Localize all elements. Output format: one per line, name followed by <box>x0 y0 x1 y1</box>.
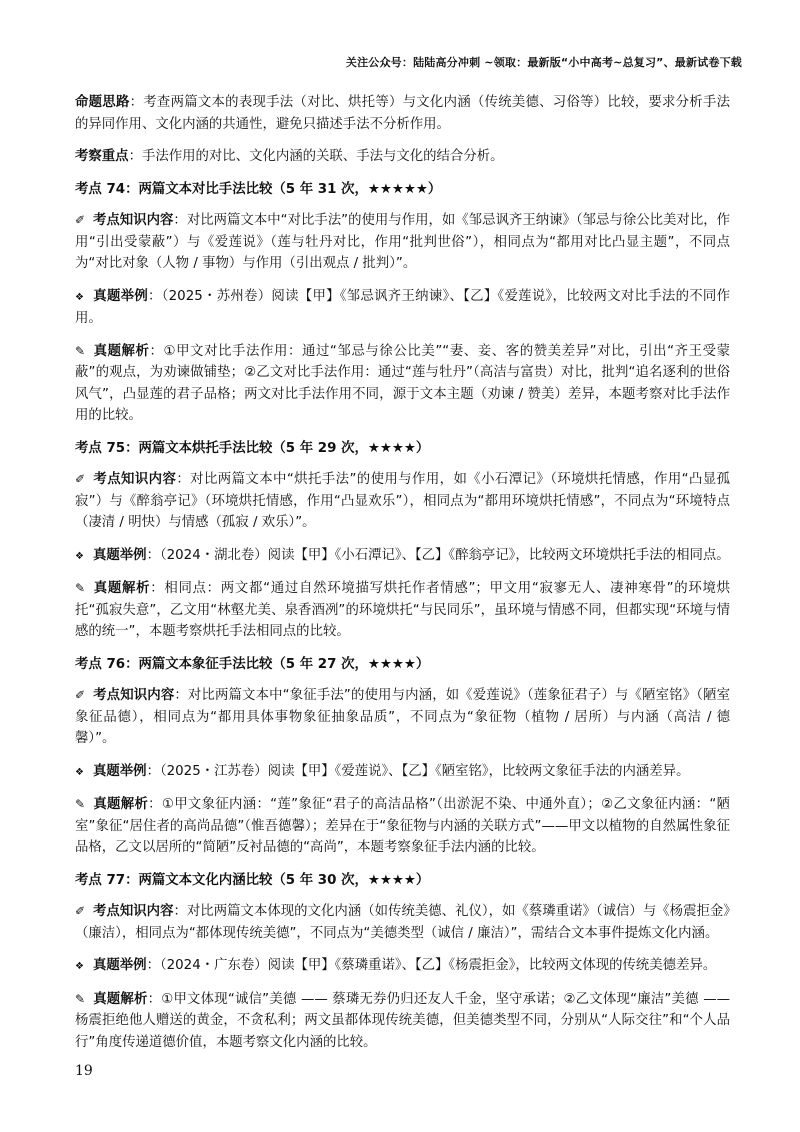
diamond-bullet-icon: ❖ <box>75 766 84 778</box>
pencil-icon: ✐ <box>75 904 86 918</box>
example-text: ：（2025・苏州卷）阅读【甲】《邹忌讽齐王纳谏》、【乙】《爱莲说》，比较两文对比手法的不同作用。 <box>75 288 731 326</box>
pencil-icon: ✐ <box>75 688 86 702</box>
example-text: ：（2025・江苏卷）阅读【甲】《爱莲说》、【乙】《陋室铭》，比较两文象征手法的内涵差异。 <box>146 763 690 779</box>
knowledge-paragraph <box>75 469 730 534</box>
analysis-label: 真题解析 <box>93 797 149 812</box>
analysis-paragraph <box>75 989 730 1054</box>
knowledge-paragraph <box>75 210 730 275</box>
knowledge-label: 考点知识内容 <box>93 688 175 703</box>
page-number: 19 <box>75 1063 93 1079</box>
diamond-bullet-icon: ❖ <box>75 961 84 972</box>
diamond-bullet-icon: ❖ <box>75 291 84 303</box>
knowledge-paragraph <box>75 685 730 750</box>
example-paragraph <box>75 955 730 978</box>
analysis-text: ：相同点：两文都“通过自然环境描写烘托作者情感”；甲文用“寂寥无人、凄神寒骨”的环境烘托“孤寂失意”，乙文用“林壑尤美、泉香酒冽”的环境烘托“与民同乐”，虽环境与情感不同，但都实现“环境与情感的统一”，本题考察烘托手法相同点的比较。 <box>75 581 731 639</box>
knowledge-text: ：对比两篇文本中“象征手法”的使用与内涵，如《爱莲说》（莲象征君子）与《陋室铭》（陋室象征品德），相同点为“都用具体事物象征抽象品质”，不同点为“象征物（植物 / 居所）与内涵（高洁 / 德馨）”。 <box>75 688 730 746</box>
example-paragraph <box>75 286 730 330</box>
header-note: 关注公众号：陆陆高分冲刺 ~领取：最新版“小中高考~总复习”、最新试卷下载 <box>345 56 742 69</box>
diamond-bullet-icon: ❖ <box>75 550 84 562</box>
example-label: 真题举例 <box>93 547 147 563</box>
knowledge-label: 考点知识内容 <box>93 472 177 487</box>
approach-paragraph <box>75 92 730 135</box>
knowledge-text: ：对比两篇文本体现的文化内涵（如传统美德、礼仪），如《蔡璘重诺》（诚信）与《杨震拒金》（廉洁），相同点为“都体现传统美德”，不同点为“美德类型（诚信 / 廉洁）”，需结合文本事件提炼文化内涵。 <box>75 904 730 941</box>
focus-paragraph <box>75 146 730 168</box>
section-title: 考点 74：两篇文本对比手法比较（5 年 31 次，★★★★★） <box>75 181 442 197</box>
approach-text: ：考查两篇文本的表现手法（对比、烘托等）与文化内涵（传统美德、习俗等）比较，要求分析手法的异同作用、文化内涵的共通性，避免只描述手法不分析作用。 <box>75 95 731 132</box>
knowledge-paragraph <box>75 901 730 944</box>
section-title: 考点 77：两篇文本文化内涵比较（5 年 30 次，★★★★） <box>75 872 430 888</box>
analysis-text: ：①甲文体现“诚信”美德 —— 蔡璘无券仍归还友人千金，坚守承诺；②乙文体现“廉洁”美德 —— 杨震拒绝他人赠送的黄金，不贪私利；两文虽都体现传统美德，但美德类型不同，分别从“人际交往”和“个人品行”角度传递道德价值，本题考察文化内涵的比较。 <box>75 991 731 1050</box>
analysis-paragraph <box>75 794 730 859</box>
section-title: 考点 76：两篇文本象征手法比较（5 年 27 次，★★★★） <box>75 656 430 672</box>
pen-nib-icon: ✎ <box>75 343 86 358</box>
example-label: 真题举例 <box>93 288 148 304</box>
pencil-icon: ✐ <box>75 213 86 227</box>
analysis-label: 真题解析 <box>93 343 150 359</box>
focus-text: ：手法作用的对比、文化内涵的关联、手法与文化的结合分析。 <box>128 149 504 164</box>
analysis-paragraph <box>75 578 730 643</box>
pen-nib-icon: ✎ <box>75 581 86 595</box>
knowledge-label: 考点知识内容 <box>93 904 174 919</box>
example-label: 真题举例 <box>93 958 147 973</box>
approach-label: 命题思路 <box>75 95 130 110</box>
example-paragraph <box>75 761 730 784</box>
section-title: 考点 75：两篇文本烘托手法比较（5 年 29 次，★★★★） <box>75 440 430 456</box>
pencil-icon: ✐ <box>75 472 86 486</box>
knowledge-text: ：对比两篇文本中“对比手法”的使用与作用，如《邹忌讽齐王纳谏》（邹忌与徐公比美对比，作用“引出受蒙蔽”）与《爱莲说》（莲与牡丹对比，作用“批判世俗”），相同点为“都用对比凸显主题”，不同点为“对比对象（人物 / 事物）与作用（引出观点 / 批判）”。 <box>75 213 731 271</box>
analysis-label: 真题解析 <box>93 991 148 1007</box>
example-text: ：（2024・广东卷）阅读【甲】《蔡璘重诺》、【乙】《杨震拒金》，比较两文体现的传统美德差异。 <box>146 958 717 973</box>
pen-nib-icon: ✎ <box>75 797 86 811</box>
example-text: ：（2024・湖北卷）阅读【甲】《小石潭记》、【乙】《醉翁亭记》，比较两文环境烘托手法的相同点。 <box>146 547 730 563</box>
analysis-label: 真题解析 <box>93 581 151 596</box>
pen-nib-icon: ✎ <box>75 991 86 1006</box>
example-label: 真题举例 <box>93 763 147 779</box>
analysis-text: ：①甲文象征内涵：“莲”象征“君子的高洁品格”（出淤泥不染、中通外直）；②乙文象征内涵：“陋室”象征“居住者的高尚品德”（惟吾德馨）；差异在于“象征物与内涵的关联方式”——甲文以植物的自然属性象征品格，乙文以居所的“简陋”反衬品德的“高尚”，本题考察象征手法内涵的比较。 <box>75 797 730 855</box>
example-paragraph <box>75 545 730 568</box>
focus-label: 考察重点 <box>75 149 129 164</box>
knowledge-text: ：对比两篇文本中“烘托手法”的使用与作用，如《小石潭记》（环境烘托情感，作用“凸显孤寂”）与《醉翁亭记》（环境烘托情感，作用“凸显欢乐”），相同点为“都用环境烘托情感”，不同点为“环境特点（凄清 / 明快）与情感（孤寂 / 欢乐）”。 <box>75 472 731 530</box>
analysis-text: ：①甲文对比手法作用：通过“邹忌与徐公比美”“妻、妾、客的赞美差异”对比，引出“齐王受蒙蔽”的观点，为劝谏做铺垫；②乙文对比手法作用：通过“莲与牡丹”（高洁与富贵）对比，批判“追名逐利的世俗风气”，凸显莲的君子品格；两文对比手法作用不同，源于文本主题（劝谏 / 赞美）差异，本题考察对比手法作用的比较。 <box>75 343 730 423</box>
knowledge-label: 考点知识内容 <box>93 213 174 228</box>
page-content <box>75 92 730 1064</box>
analysis-paragraph <box>75 341 730 427</box>
